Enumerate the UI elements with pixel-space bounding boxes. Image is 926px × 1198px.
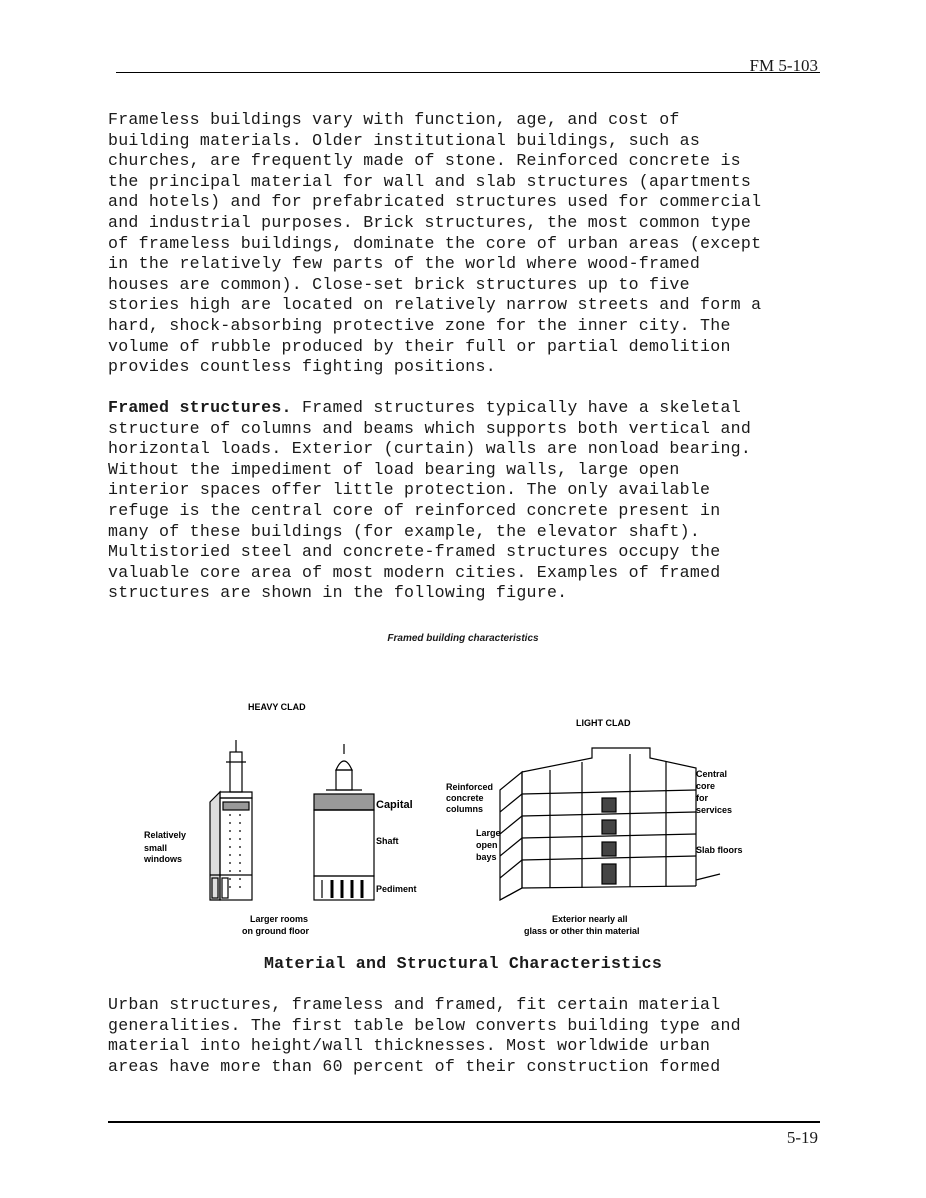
label-concrete: concrete [446,793,484,803]
text-line: building materials. Older institutional buildings, such as [108,130,701,150]
label-glass-thin-material: glass or other thin material [524,926,640,936]
text-line: Multistoried steel and concrete-framed structures occupy the [108,542,721,562]
text-line: and industrial purposes. Brick structures, the most common type [108,212,752,232]
text-line [108,398,751,419]
text-line: in the relatively few parts of the world where wood-framed [108,254,701,274]
label-bays: bays [476,852,497,862]
text-line: valuable core area of most modern cities. Examples of framed [108,562,721,582]
text-line: structures are shown in the following figure. [108,583,568,603]
text-line: interior spaces offer little protection. The only available [108,480,711,500]
label-open: open [476,840,498,850]
text-line: churches, are frequently made of stone. Reinforced concrete is [108,151,741,171]
label-light-clad: LIGHT CLAD [576,718,631,728]
text-line: the principal material for wall and slab structures (apartments [108,171,752,191]
page-number: 5-19 [786,1128,818,1147]
text-line: horizontal loads. Exterior (curtain) walls are nonload bearing. [108,439,752,459]
footer-rule [108,1121,820,1123]
text-line: houses are common). Close-set brick structures up to five [108,274,690,294]
text-line: and hotels) and for prefabricated structures used for commercial [108,192,762,212]
label-reinforced: Reinforced [446,782,494,792]
light-clad-building [500,748,720,900]
label-large: Large [476,828,501,838]
label-services: services [696,805,733,815]
text-line: Without the impediment of load bearing walls, large open [108,459,680,479]
framed-structures-heading: Framed structures. [108,398,292,417]
label-core: core [696,781,716,791]
text-line: provides countless fighting positions. [108,357,496,377]
text-line-rest: Framed structures typically have a skeletal [291,398,741,417]
label-heavy-clad: HEAVY CLAD [248,702,306,712]
framed-building-figure [130,690,810,940]
heavy-clad-building-left [210,740,252,900]
text-line: generalities. The first table below converts building type and [108,1015,741,1035]
label-central: Central [696,769,728,779]
heavy-clad-building-right [314,744,374,900]
label-pediment: Pediment [376,884,417,894]
label-slab-floors: Slab floors [696,845,743,855]
figure-caption: Material and Structural Characteristics [263,954,663,973]
paragraph-urban-structures [108,995,741,1077]
label-on-ground-floor: on ground floor [242,926,309,936]
label-relatively: Relatively [144,830,187,840]
text-line: areas have more than 60 percent of their construction formed [108,1056,721,1076]
text-line: refuge is the central core of reinforced concrete present in [108,500,721,520]
text-line: of frameless buildings, dominate the core of urban areas (except [108,233,762,253]
page-header-doc-id: FM 5-103 [749,56,818,75]
label-for: for [696,793,708,803]
text-line: stories high are located on relatively narrow streets and form a [108,295,762,315]
text-line: many of these buildings (for example, the elevator shaft). [108,521,701,541]
label-windows: windows [144,854,182,864]
label-capital: Capital [376,799,413,811]
label-small: small [144,843,168,853]
label-larger-rooms: Larger rooms [250,914,309,924]
text-line: volume of rubble produced by their full or partial demolition [108,336,731,356]
label-shaft: Shaft [376,836,399,846]
header-rule [116,72,820,73]
paragraph-framed-structures [108,398,751,604]
text-line: Urban structures, frameless and framed, fit certain material [108,995,721,1014]
text-line: material into height/wall thicknesses. Most worldwide urban [108,1036,711,1056]
paragraph-frameless-buildings [108,110,761,378]
label-exterior-nearly-all: Exterior nearly all [552,914,628,924]
figure-title: Framed building characteristics [387,633,539,644]
text-line: hard, shock-absorbing protective zone for the inner city. The [108,315,731,335]
text-line: Frameless buildings vary with function, age, and cost of [108,110,680,129]
text-line: structure of columns and beams which supports both vertical and [108,418,752,438]
label-columns: columns [446,804,484,814]
